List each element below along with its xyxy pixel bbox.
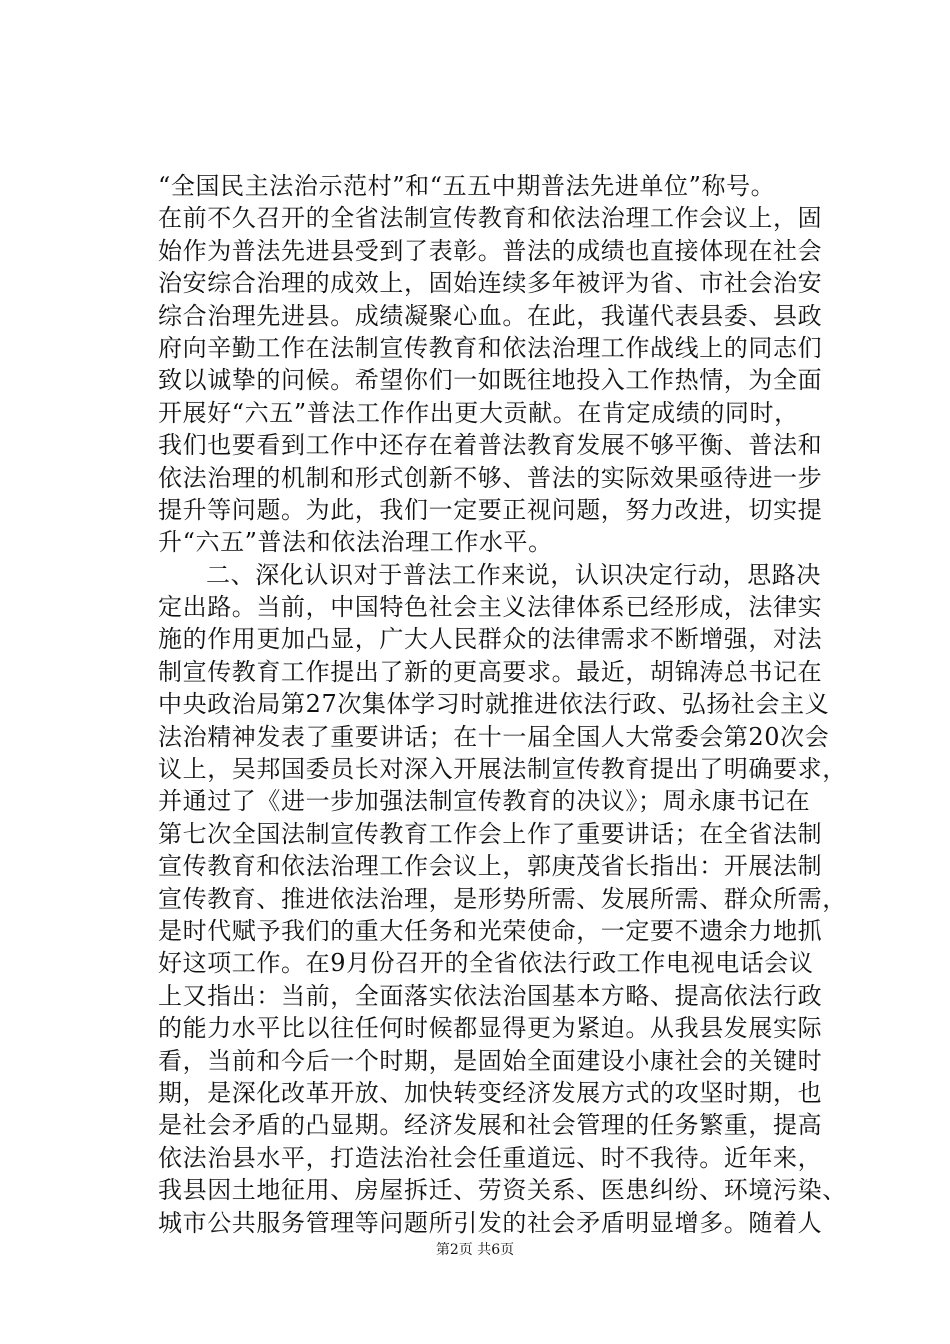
text-line: 中央政治局第27次集体学习时就推进依法行政、弘扬社会主义	[158, 690, 830, 719]
text-line: 在前不久召开的全省法制宣传教育和依法治理工作会议上，固	[158, 204, 823, 233]
document-body	[158, 170, 847, 1239]
text-line: 期，是深化改革开放、加快转变经济发展方式的攻坚时期，也	[158, 1078, 823, 1107]
text-line: 好这项工作。在9月份召开的全省依法行政工作电视电话会议	[158, 949, 814, 978]
text-line: 治安综合治理的成效上，固始连续多年被评为省、市社会治安	[158, 269, 823, 298]
text-line: 第七次全国法制宣传教育工作会上作了重要讲话；在全省法制	[158, 819, 823, 848]
text-line: 府向辛勤工作在法制宣传教育和依法治理工作战线上的同志们	[158, 333, 823, 362]
text-line: 致以诚挚的问候。希望你们一如既往地投入工作热情，为全面	[158, 366, 823, 395]
text-line: 议上，吴邦国委员长对深入开展法制宣传教育提出了明确要求，	[158, 755, 847, 784]
text-line: 宣传教育、推进依法治理，是形势所需、发展所需、群众所需，	[158, 884, 847, 913]
text-line: 升“六五”普法和依法治理工作水平。	[158, 528, 553, 557]
text-line: 是时代赋予我们的重大任务和光荣使命，一定要不遗余力地抓	[158, 916, 823, 945]
text-line: 提升等问题。为此，我们一定要正视问题，努力改进，切实提	[158, 495, 823, 524]
text-line: 上又指出：当前，全面落实依法治国基本方略、提高依法行政	[158, 981, 823, 1010]
text-line: 的能力水平比以往任何时候都显得更为紧迫。从我县发展实际	[158, 1014, 823, 1043]
text-line: 定出路。当前，中国特色社会主义法律体系已经形成，法律实	[158, 593, 823, 622]
text-line: 依法治县水平，打造法治社会任重道远、时不我待。近年来，	[158, 1143, 823, 1172]
text-line: 我县因土地征用、房屋拆迁、劳资关系、医患纠纷、环境污染、	[158, 1176, 847, 1205]
text-line: 依法治理的机制和形式创新不够、普法的实际效果亟待进一步	[158, 463, 823, 492]
text-line: 并通过了《进一步加强法制宣传教育的决议》；周永康书记在	[158, 787, 811, 816]
paragraph-start-line: 二、深化认识对于普法工作来说，认识决定行动，思路决	[206, 560, 821, 589]
text-line: 开展好“六五”普法工作作出更大贡献。在肯定成绩的同时，	[158, 398, 799, 427]
text-line: “全国民主法治示范村”和“五五中期普法先进单位”称号。	[158, 172, 776, 200]
text-line: 始作为普法先进县受到了表彰。普法的成绩也直接体现在社会	[158, 236, 823, 265]
text-line: 宣传教育和依法治理工作会议上，郭庚茂省长指出：开展法制	[158, 852, 823, 881]
text-line: 我们也要看到工作中还存在着普法教育发展不够平衡、普法和	[158, 431, 823, 460]
text-line: 城市公共服务管理等问题所引发的社会矛盾明显增多。随着人	[158, 1208, 823, 1237]
page-number-footer: 第2页 共6页	[435, 1242, 515, 1258]
text-line: 综合治理先进县。成绩凝聚心血。在此，我谨代表县委、县政	[158, 301, 823, 330]
text-line: 是社会矛盾的凸显期。经济发展和社会管理的任务繁重，提高	[158, 1111, 823, 1140]
text-line: 看，当前和今后一个时期，是固始全面建设小康社会的关键时	[158, 1046, 823, 1075]
text-line: 制宣传教育工作提出了新的更高要求。最近，胡锦涛总书记在	[158, 657, 823, 686]
text-line: 法治精神发表了重要讲话；在十一届全国人大常委会第20次会	[158, 722, 830, 751]
text-line: 施的作用更加凸显，广大人民群众的法律需求不断增强，对法	[158, 625, 823, 654]
